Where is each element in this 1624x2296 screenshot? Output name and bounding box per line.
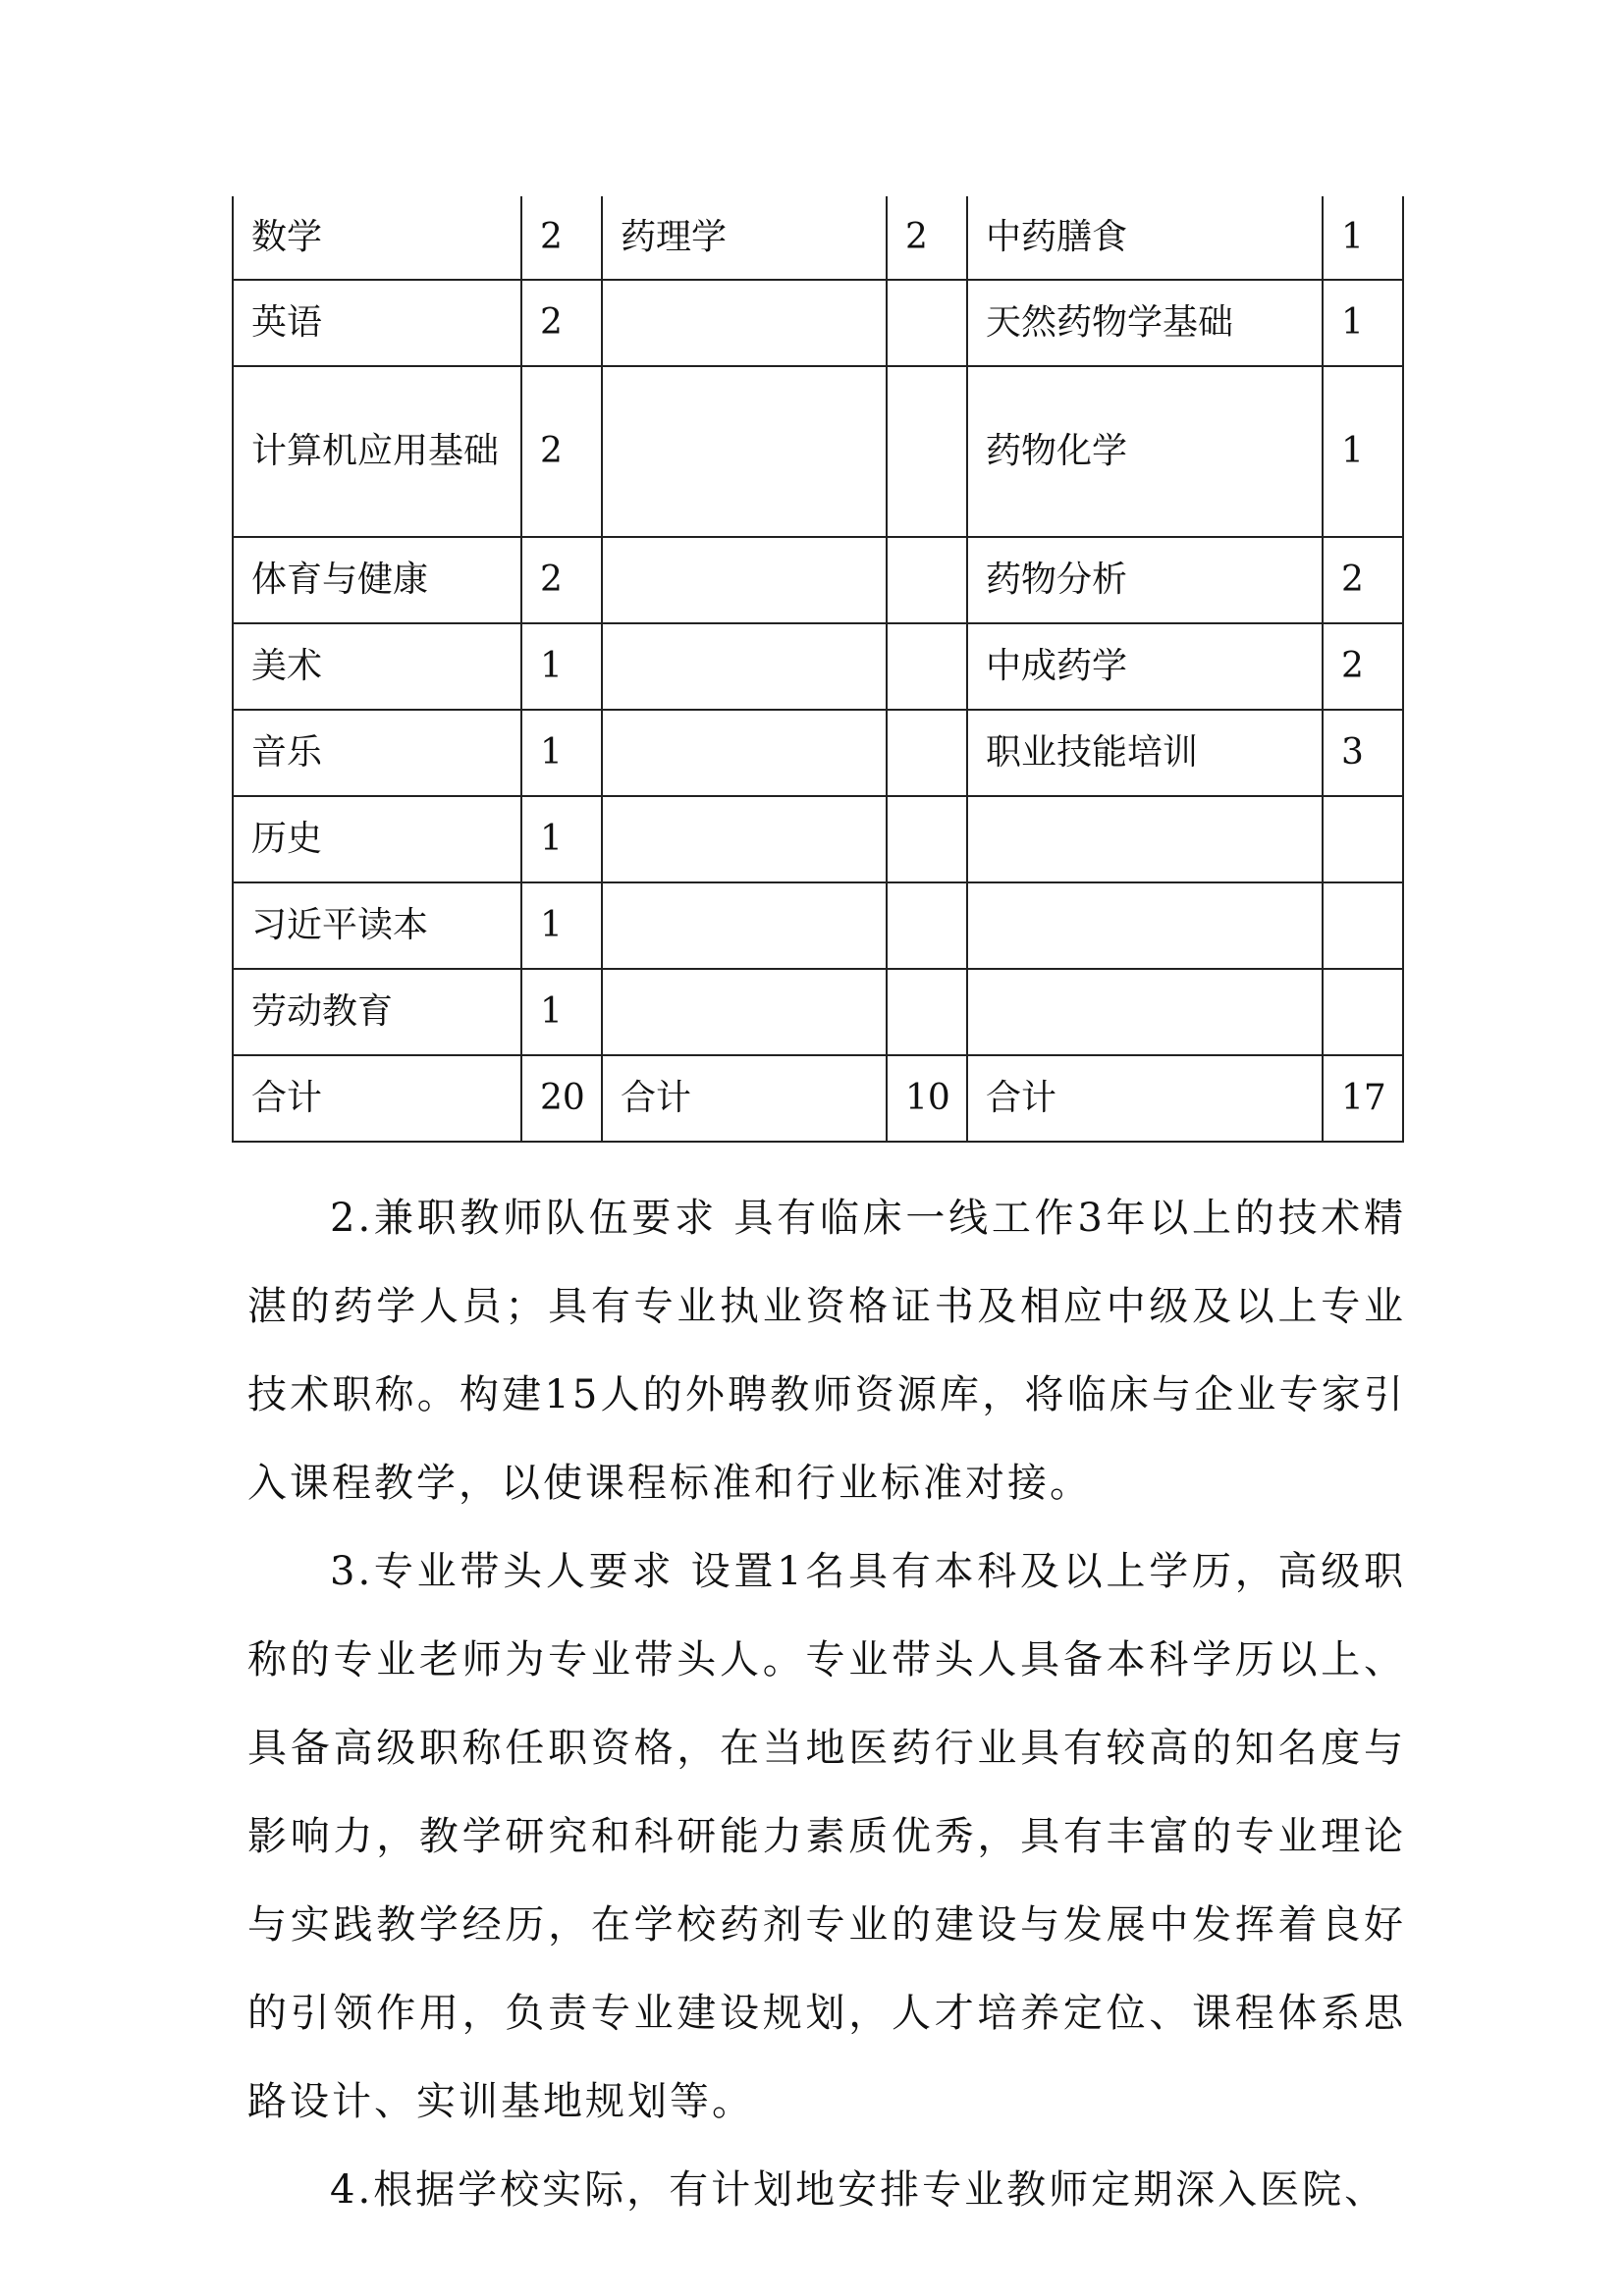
- course-hours: [1323, 969, 1403, 1055]
- course-hours: 2: [521, 280, 602, 366]
- course-name: 中药膳食: [967, 196, 1323, 280]
- total-value: 10: [887, 1055, 967, 1142]
- total-value: 17: [1323, 1055, 1403, 1142]
- table-row: [233, 882, 1403, 969]
- course-name: 体育与健康: [233, 537, 521, 623]
- table-row: [233, 969, 1403, 1055]
- course-hours: 1: [521, 710, 602, 796]
- table-total-row: [233, 1055, 1403, 1142]
- total-label: 合计: [233, 1055, 521, 1142]
- course-name: 历史: [233, 796, 521, 882]
- paragraph-program-leader: 3.专业带头人要求 设置1名具有本科及以上学历，高级职称的专业老师为专业带头人。专业带头人具备本科学历以上、具备高级职称任职资格，在当地医药行业具有较高的知名度与影响力，教学研究和科研能力素质优秀，具有丰富的专业理论与实践教学经历，在学校药剂专业的建设与发展中发挥着良好的引领作用，负责专业建设规划，人才培养定位、课程体系思路设计、实训基地规划等。: [247, 1549, 1406, 2124]
- table-row: [233, 537, 1403, 623]
- course-name: 音乐: [233, 710, 521, 796]
- course-hours: 1: [521, 882, 602, 969]
- course-hours: 1: [521, 796, 602, 882]
- course-name: 计算机应用基础: [233, 366, 521, 537]
- course-name: [602, 366, 887, 537]
- course-name: [602, 796, 887, 882]
- course-name: [602, 280, 887, 366]
- table-row: [233, 366, 1403, 537]
- table-row: [233, 710, 1403, 796]
- course-name: 劳动教育: [233, 969, 521, 1055]
- course-hours: 3: [1323, 710, 1403, 796]
- course-hours: [887, 623, 967, 710]
- course-name: 天然药物学基础: [967, 280, 1323, 366]
- course-name: 药物分析: [967, 537, 1323, 623]
- paragraph-part-time-teachers: 2.兼职教师队伍要求 具有临床一线工作3年以上的技术精湛的药学人员；具有专业执业资格证书及相应中级及以上专业技术职称。构建15人的外聘教师资源库，将临床与企业专家引入课程教学，以使课程标准和行业标准对接。: [247, 1196, 1406, 1506]
- course-hours-table: [232, 196, 1404, 1143]
- course-name: [602, 710, 887, 796]
- course-hours: 1: [521, 969, 602, 1055]
- course-hours: 1: [1323, 196, 1403, 280]
- course-hours: [887, 882, 967, 969]
- course-name: [967, 969, 1323, 1055]
- course-name: [602, 969, 887, 1055]
- course-hours: [1323, 796, 1403, 882]
- course-name: [967, 882, 1323, 969]
- course-hours: [887, 280, 967, 366]
- course-hours: [887, 710, 967, 796]
- course-name: [602, 537, 887, 623]
- course-hours: [887, 366, 967, 537]
- course-name: [967, 796, 1323, 882]
- course-name: 习近平读本: [233, 882, 521, 969]
- total-value: 20: [521, 1055, 602, 1142]
- body-text: [247, 1174, 1406, 2234]
- course-hours: 1: [1323, 366, 1403, 537]
- course-name: 职业技能培训: [967, 710, 1323, 796]
- course-name: 数学: [233, 196, 521, 280]
- course-hours: [887, 796, 967, 882]
- course-hours: [887, 969, 967, 1055]
- course-name: 药物化学: [967, 366, 1323, 537]
- course-hours: 2: [887, 196, 967, 280]
- course-name: 中成药学: [967, 623, 1323, 710]
- course-name: 英语: [233, 280, 521, 366]
- course-hours: 2: [1323, 537, 1403, 623]
- course-hours: 1: [1323, 280, 1403, 366]
- course-name: [602, 882, 887, 969]
- table-row: [233, 196, 1403, 280]
- table-row: [233, 280, 1403, 366]
- table-row: [233, 796, 1403, 882]
- course-hours: 2: [521, 196, 602, 280]
- course-hours: 1: [521, 623, 602, 710]
- paragraph-teacher-practice: 4.根据学校实际，有计划地安排专业教师定期深入医院、: [330, 2167, 1387, 2213]
- course-hours: [887, 537, 967, 623]
- course-hours: 2: [1323, 623, 1403, 710]
- course-hours: 2: [521, 537, 602, 623]
- course-name: [602, 623, 887, 710]
- course-hours: 2: [521, 366, 602, 537]
- course-name: 美术: [233, 623, 521, 710]
- course-name: 药理学: [602, 196, 887, 280]
- course-hours: [1323, 882, 1403, 969]
- table-row: [233, 623, 1403, 710]
- total-label: 合计: [967, 1055, 1323, 1142]
- total-label: 合计: [602, 1055, 887, 1142]
